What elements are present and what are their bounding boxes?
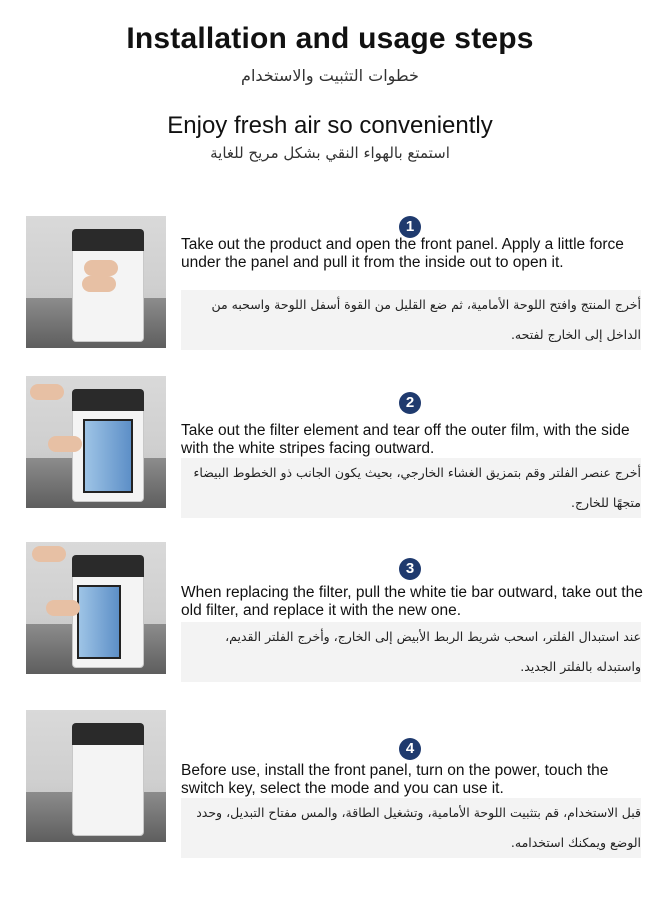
step-3-text-ar: عند استبدال الفلتر، اسحب شريط الربط الأبيض إلى الخارج، وأخرج الفلتر القديم، واستبدله بالفلتر الجديد. (181, 622, 641, 682)
step-4-text-ar: قبل الاستخدام، قم بتثبيت اللوحة الأمامية، وتشغيل الطاقة، والمس مفتاح التبديل، وحدد الوضع ويمكنك استخدامه. (181, 798, 641, 858)
step-4 (26, 710, 646, 850)
step-2-text-ar: أخرج عنصر الفلتر وقم بتمزيق الغشاء الخارجي، بحيث يكون الجانب ذو الخطوط البيضاء متجهًا للخارج. (181, 458, 641, 518)
page-subtitle-arabic: استمتع بالهواء النقي بشكل مريح للغاية (210, 144, 450, 162)
step-3-number-badge: 3 (399, 558, 421, 580)
step-2 (26, 376, 646, 516)
step-1-text-en: Take out the product and open the front panel. Apply a little force under the panel and pull it from the inside out to open it. (181, 236, 624, 271)
page-title: Installation and usage steps (126, 22, 534, 55)
step-2-photo (26, 376, 166, 508)
page-subtitle: Enjoy fresh air so conveniently (167, 112, 493, 139)
step-3-text-en: When replacing the filter, pull the white tie bar outward, take out the old filter, and replace it with the new one. (181, 584, 643, 619)
step-4-photo (26, 710, 166, 842)
step-3 (26, 542, 646, 682)
step-1-number-badge: 1 (399, 216, 421, 238)
step-1-photo (26, 216, 166, 348)
step-1-text-ar: أخرج المنتج وافتح اللوحة الأمامية، ثم ضع القليل من القوة أسفل اللوحة واسحبه من الداخل إلى الخارج لفتحه. (181, 290, 641, 350)
step-2-number-badge: 2 (399, 392, 421, 414)
step-4-number-badge: 4 (399, 738, 421, 760)
step-1 (26, 216, 646, 356)
step-3-photo (26, 542, 166, 674)
page-title-arabic: خطوات التثبيت والاستخدام (241, 66, 419, 85)
step-2-text-en: Take out the filter element and tear off the outer film, with the side with the white stripes facing outward. (181, 422, 630, 457)
step-4-text-en: Before use, install the front panel, turn on the power, touch the switch key, select the mode and you can use it. (181, 762, 609, 797)
